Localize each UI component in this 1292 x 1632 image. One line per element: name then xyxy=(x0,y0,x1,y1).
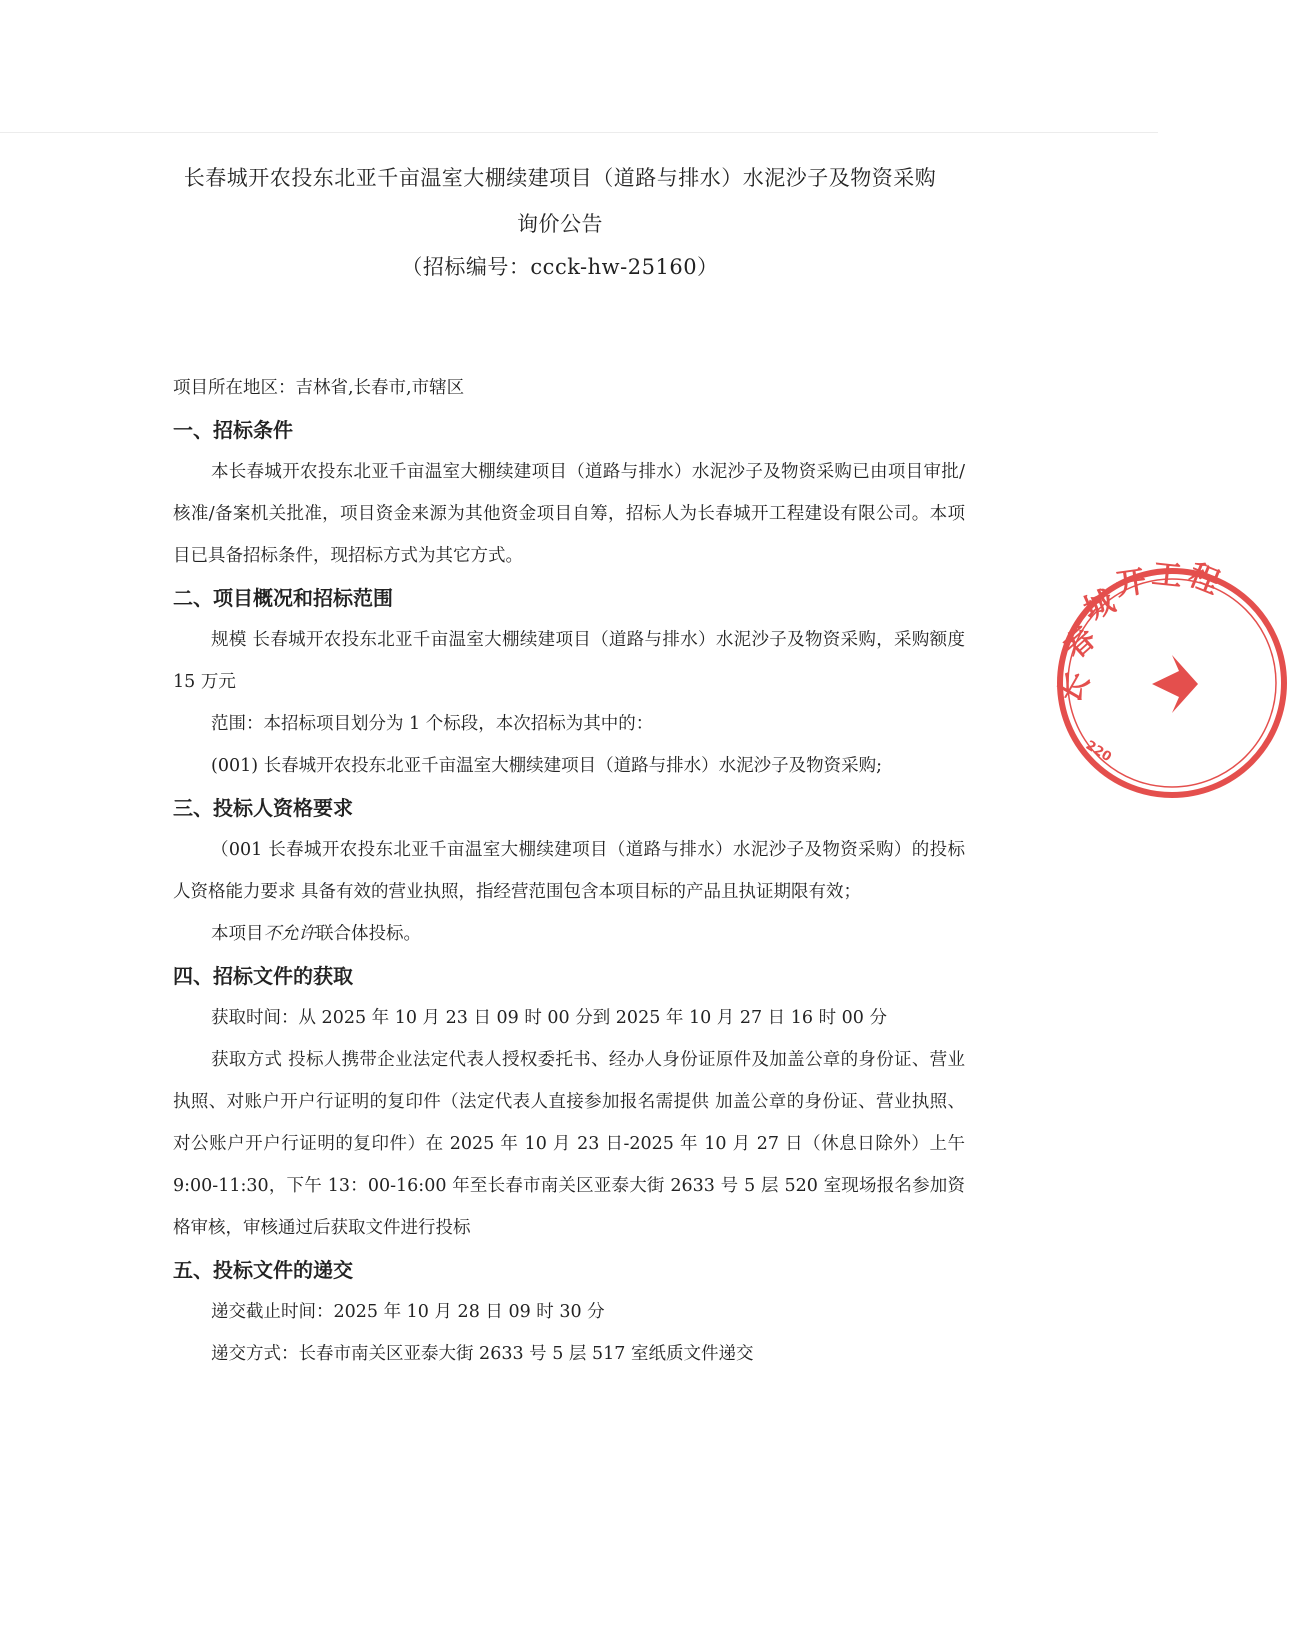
section-paragraph: 获取时间：从 2025 年 10 月 23 日 09 时 00 分到 2025 年 10 月 27 日 16 时 00 分 xyxy=(211,1008,887,1028)
joint-bid-suffix: 联合体投标。 xyxy=(316,924,421,944)
page-top-rule xyxy=(0,132,1158,133)
section-heading: 四、招标文件的获取 xyxy=(173,964,353,988)
section-bid-submission xyxy=(173,1249,965,1375)
section-paragraph: （001 长春城开农投东北亚千亩温室大棚续建项目（道路与排水）水泥沙子及物资采购）的投标人资格能力要求 具备有效的营业执照，指经营范围包含本项目标的产品且执证期限有效； xyxy=(173,840,965,902)
seal-char-2: 春 xyxy=(1057,620,1104,667)
section-bidder-qualification xyxy=(173,787,965,955)
seal-char-3: 城 xyxy=(1078,583,1121,628)
section-document-acquisition xyxy=(173,955,965,1249)
company-seal xyxy=(1051,556,1292,803)
section-paragraph: 范围：本招标项目划分为 1 个标段，本次招标为其中的： xyxy=(211,714,654,734)
seal-char-5: 工 xyxy=(1150,556,1184,595)
title-line-1: 长春城开农投东北亚千亩温室大棚续建项目（道路与排水）水泥沙子及物资采购 xyxy=(183,166,937,190)
seal-number-fragment: 220 xyxy=(1082,738,1114,766)
section-tender-conditions xyxy=(173,409,965,577)
document-title xyxy=(140,165,980,280)
section-project-overview xyxy=(173,577,965,787)
section-paragraph: 递交截止时间：2025 年 10 月 28 日 09 时 30 分 xyxy=(211,1302,605,1322)
seal-star-icon xyxy=(1152,655,1198,713)
section-heading: 三、投标人资格要求 xyxy=(173,796,353,820)
section-paragraph: 递交方式：长春市南关区亚泰大街 2633 号 5 层 517 室纸质文件递交 xyxy=(211,1344,754,1364)
section-heading: 一、招标条件 xyxy=(173,418,293,442)
seal-char-4: 开 xyxy=(1113,564,1149,604)
joint-bid-prefix: 本项目 xyxy=(211,924,264,944)
section-paragraph: 规模 长春城开农投东北亚千亩温室大棚续建项目（道路与排水）水泥沙子及物资采购，采购额度 15 万元 xyxy=(173,630,965,692)
joint-bid-emphasis: 不允许 xyxy=(263,924,316,944)
tender-number: （招标编号：ccck-hw-25160） xyxy=(401,255,719,279)
section-paragraph: (001) 长春城开农投东北亚千亩温室大棚续建项目（道路与排水）水泥沙子及物资采购; xyxy=(211,756,883,776)
document-body xyxy=(173,367,965,1375)
project-region: 项目所在地区：吉林省,长春市,市辖区 xyxy=(173,378,465,398)
seal-char-6: 程 xyxy=(1183,557,1225,602)
seal-char-1: 长 xyxy=(1051,665,1098,709)
joint-bid-statement xyxy=(173,913,965,955)
section-heading: 二、项目概况和招标范围 xyxy=(173,586,393,610)
section-heading: 五、投标文件的递交 xyxy=(173,1258,353,1282)
section-paragraph: 获取方式 投标人携带企业法定代表人授权委托书、经办人身份证原件及加盖公章的身份证、营业执照、对账户开户行证明的复印件（法定代表人直接参加报名需提供 加盖公章的身份证、营业执照、对公账户开户行证明的复印件）在 2025 年 10 月 23 日-2025 年 10 月 27 日（休息日除外）上午 9:00-11:30，下午 13：00-16:00 年至长春市南关区亚泰大街 2633 号 5 层 520 室现场报名参加资格审核，审核通过后获取文件进行投标 xyxy=(173,1050,965,1238)
section-paragraph: 本长春城开农投东北亚千亩温室大棚续建项目（道路与排水）水泥沙子及物资采购已由项目审批/核准/备案机关批准，项目资金来源为其他资金项目自筹，招标人为长春城开工程建设有限公司。本项目已具备招标条件，现招标方式为其它方式。 xyxy=(173,462,965,566)
title-line-2: 询价公告 xyxy=(517,212,603,236)
